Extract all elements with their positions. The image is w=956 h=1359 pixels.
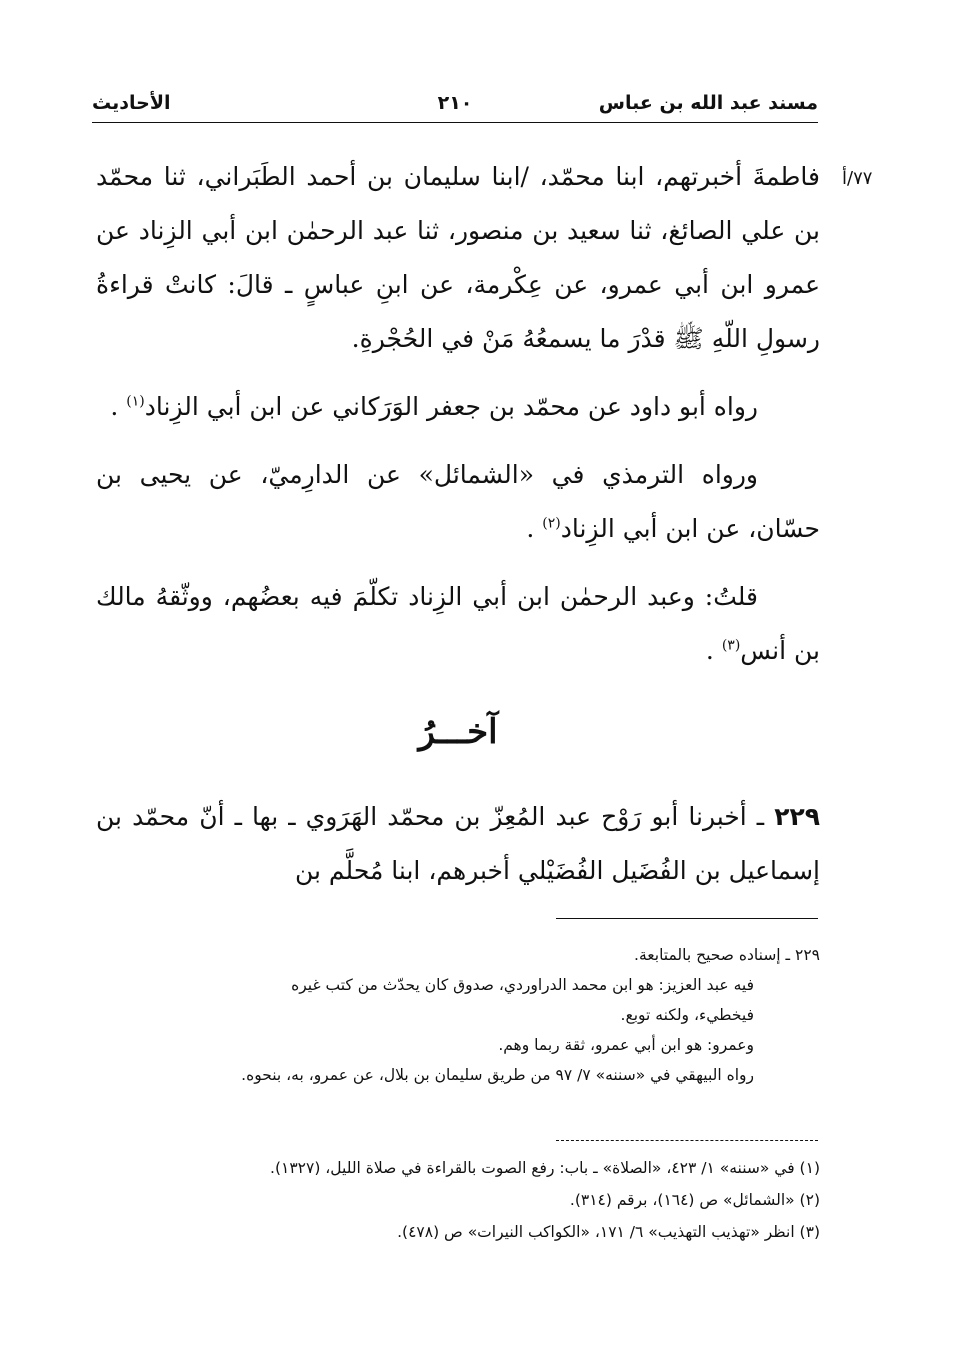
commentary-block [110, 940, 820, 1090]
paragraph-text: ورواه الترمذي في «الشمائل» عن الدارِميّ، عن يحيى بن حسّان، عن ابن أبي الزِناد [96, 460, 820, 543]
footnote-2: (٢) «الشمائل» ص (١٦٤)، برقم (٣١٤). [569, 1191, 820, 1209]
footnote-3: (٣) انظر «تهذيب التهذيب» ٦/ ١٧١، «الكواكب النيرات» ص (٤٧٨). [397, 1223, 820, 1241]
commentary-line: رواه البيهقي في «سننه» ٧/ ٩٧ من طريق سليمان بن بلال، عن عمرو، به، بنحوه. [241, 1066, 754, 1084]
commentary-divider [556, 918, 818, 919]
page-number: ٢١٠ [437, 92, 473, 114]
commentary-line: وعمرو: هو ابن أبي عمرو، ثقة ربما وهم. [498, 1036, 754, 1054]
footnote-ref[interactable]: (٢) [542, 515, 561, 532]
section-heading: آخـــرُ [418, 712, 498, 752]
paragraph-text: فاطمةَ أخبرتهم، ابنا محمّد، /ابنا سليمان بن أحمد الطَبَراني، ثنا محمّد بن علي الصائغ، ثنا سعيد بن منصور، ثنا عبد الرحمٰن ابن أبي الزِناد عن عمرو ابن أبي عمرو، عن عِكْرمة، عن ابنِ عباسٍ ـ قالَ: كانتْ قراءةُ رسولِ اللّهِ ﷺ قدْرَ ما يسمعُهُ مَنْ في الحُجْرةِ. [96, 162, 820, 353]
end-punct: . [110, 392, 119, 421]
paragraph-note [96, 570, 820, 678]
footnote-ref[interactable]: (١) [126, 393, 145, 410]
manuscript-folio-ref: ٧٧/أ [842, 168, 873, 189]
commentary-head: ٢٢٩ ـ إسناده صحيح بالمتابعة. [634, 946, 820, 964]
hadith-229 [96, 790, 820, 898]
paragraph-tirmidhi [96, 448, 820, 556]
paragraph-text: رواه أبو داود عن محمّد بن جعفر الوَرَكاني عن ابن أبي الزِناد [144, 392, 758, 421]
paragraph-abu-dawud [96, 380, 820, 434]
hadith-text: ـ أخبرنا أبو رَوْح عبد المُعِزّ بن محمّد الهَرَوي ـ بها ـ أنّ محمّد بن إسماعيل بن الفُضَيل الفُضَيْلي أخبرهم، ابنا مُحلَّم بن [96, 802, 820, 885]
commentary-line: فيه عبد العزيز: هو ابن محمد الدراوردي، صدوق كان يحدّث من كتب غيره [291, 976, 754, 994]
end-punct: . [705, 636, 714, 665]
section-title: الأحاديث [92, 92, 171, 114]
commentary-line: فيخطيء، ولكنه توبع. [620, 1006, 754, 1024]
end-punct: . [526, 514, 535, 543]
running-header [92, 86, 818, 123]
main-text [96, 150, 820, 692]
footnote-1: (١) في «سننه» ١/ ٤٢٣، «الصلاة» ـ باب: رفع الصوت بالقراءة في صلاة الليل، (١٣٢٧). [270, 1159, 820, 1177]
footnote-divider [556, 1140, 818, 1141]
hadith-number: ٢٢٩ [774, 802, 820, 831]
footnotes [110, 1152, 820, 1248]
footnote-ref[interactable]: (٣) [721, 637, 741, 654]
paragraph-chain [96, 150, 820, 366]
book-title: مسند عبد الله بن عباس [598, 92, 818, 114]
paragraph-text: قلتُ: وعبد الرحمٰن ابن أبي الزِناد تكلّمَ فيه بعضُهم، ووثّقهُ مالك بن أنس [96, 582, 820, 665]
